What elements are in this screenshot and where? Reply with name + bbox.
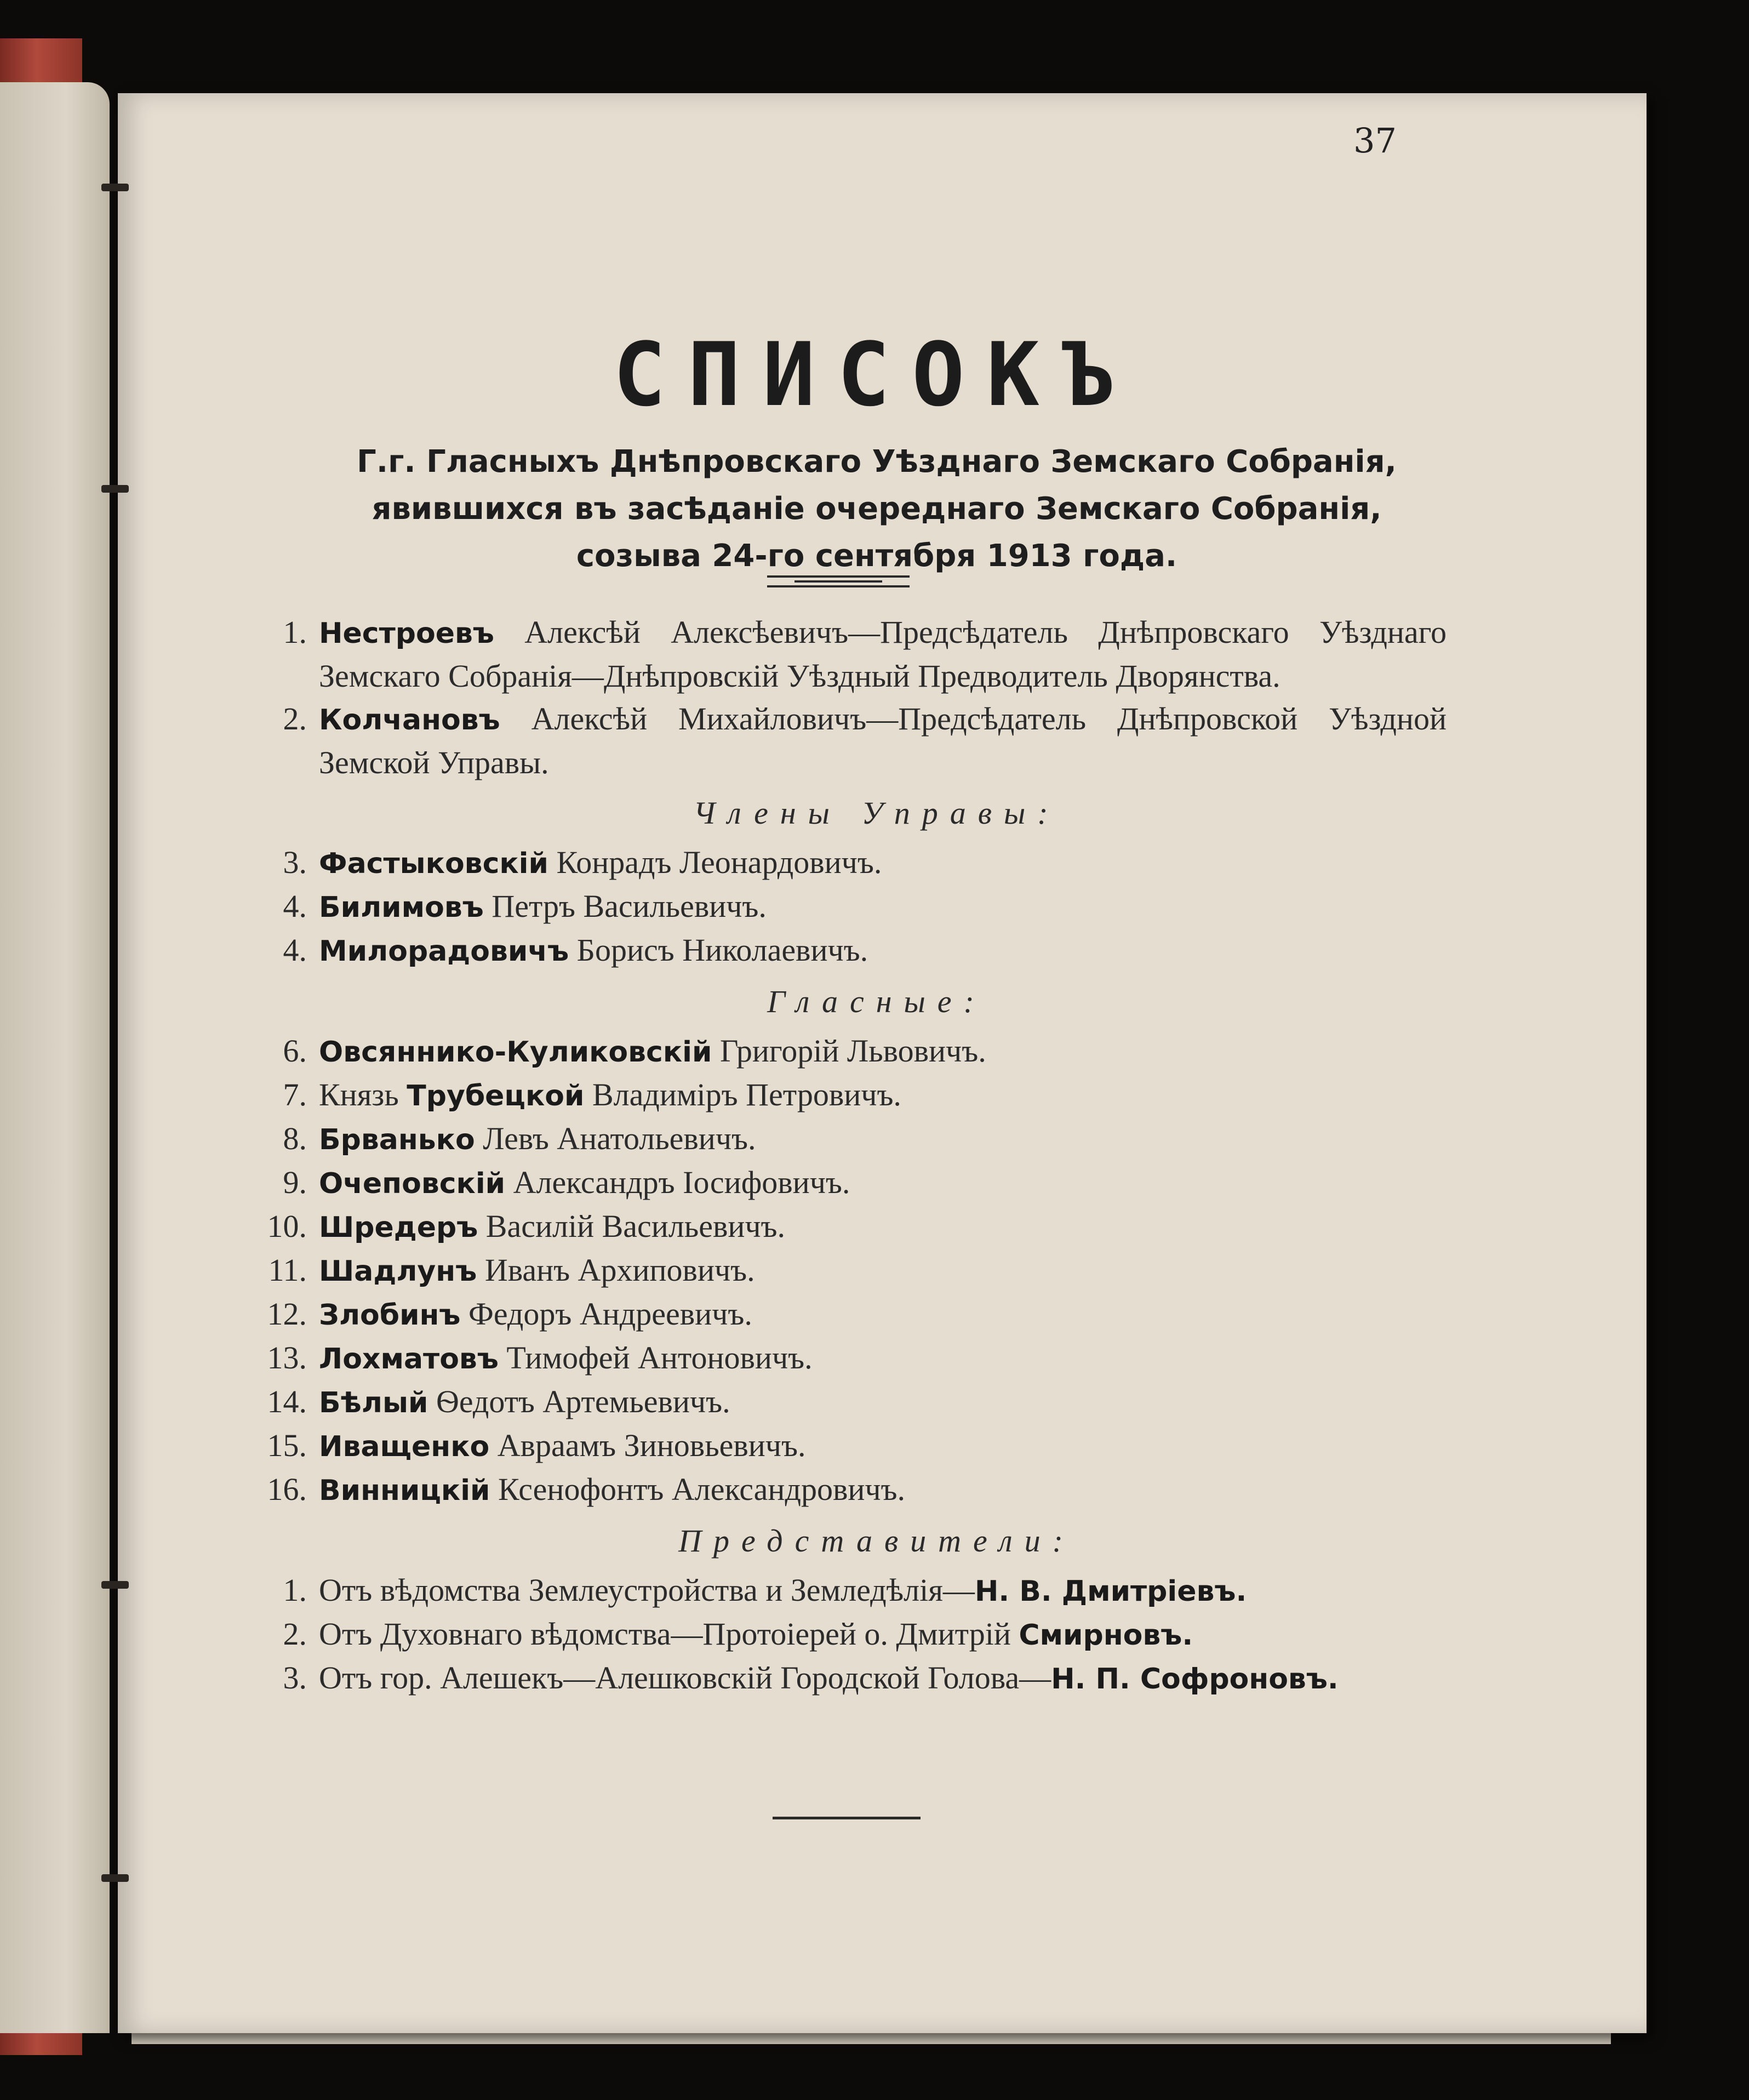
item-text: Алексѣй Михайловичъ—Предсѣдатель Днѣпровской Уѣздной Земской Управы. [319, 701, 1447, 780]
item-number: 8. [283, 1121, 307, 1156]
end-rule [773, 1817, 921, 1819]
item-text: Петръ Васильевичъ. [483, 888, 767, 924]
binding-stitch [101, 1581, 129, 1589]
list-item [241, 1293, 1447, 1337]
item-number: 15. [267, 1428, 307, 1463]
subtitle [219, 438, 1534, 580]
surname: Шредеръ [319, 1211, 478, 1244]
list-item [241, 1424, 1447, 1468]
item-text: Иванъ Архиповичъ. [477, 1252, 755, 1288]
surname: Трубецкой [407, 1080, 585, 1112]
list-item [241, 1613, 1447, 1657]
item-text: Авраамъ Зиновьевичъ. [489, 1428, 806, 1463]
surname: Шадлунъ [319, 1255, 477, 1288]
list-item [241, 1337, 1447, 1380]
surname: Винницкій [319, 1474, 490, 1507]
list-item [241, 929, 1447, 973]
item-number: 2. [283, 701, 307, 737]
page-title: СПИСОКЪ [613, 323, 1136, 426]
list-item [241, 1468, 1447, 1512]
surname: Брванько [319, 1123, 475, 1156]
list-item [241, 1657, 1447, 1700]
surname: Н. П. Софроновъ. [1051, 1663, 1339, 1696]
item-text: Ксенофонтъ Александровичъ. [490, 1471, 906, 1507]
item-text: Левъ Анатольевичъ. [475, 1121, 756, 1156]
surname: Колчановъ [319, 704, 500, 737]
item-number: 6. [283, 1033, 307, 1069]
item-number: 3. [283, 844, 307, 880]
item-text: Отъ вѣдомства Землеустройства и Земледѣлія— [319, 1572, 975, 1608]
item-number: 7. [283, 1077, 307, 1112]
item-text: Конрадъ Леонардовичъ. [548, 844, 882, 880]
subtitle-line: созыва 24-го сентября 1913 года. [576, 538, 1178, 574]
surname: Бѣлый [319, 1386, 428, 1419]
list-item [241, 1074, 1447, 1117]
subtitle-line: явившихся въ засѣданіе очереднаго Земскаго Собранія, [371, 491, 1382, 527]
item-number: 2. [283, 1616, 307, 1652]
list-item [241, 1030, 1447, 1074]
item-text: Ѳедотъ Артемьевичъ. [428, 1384, 730, 1419]
title-ornament [767, 575, 910, 587]
list-item [241, 1161, 1447, 1205]
item-text: Отъ Духовнаго вѣдомства—Протоіерей о. Дмитрій [319, 1616, 1019, 1652]
binding-stitch [101, 184, 129, 191]
item-number: 4. [283, 932, 307, 968]
section-heading: Члены Управы: [693, 795, 1060, 831]
page-number: 37 [1353, 121, 1397, 161]
surname: Фастыковскій [319, 847, 548, 880]
section-heading: Представители: [678, 1523, 1075, 1559]
item-text: Владиміръ Петровичъ. [584, 1077, 901, 1112]
surname: Н. В. Дмитріевъ. [974, 1575, 1247, 1608]
list-item [241, 1380, 1447, 1424]
item-number: 1. [283, 1572, 307, 1608]
surname: Очеповскій [319, 1167, 506, 1200]
item-text: Григорій Львовичъ. [712, 1033, 986, 1069]
item-number: 3. [283, 1660, 307, 1696]
surname: Иващенко [319, 1430, 490, 1463]
surname: Билимовъ [319, 891, 484, 924]
list-item [241, 1117, 1447, 1161]
item-number: 4. [283, 888, 307, 924]
surname: Смирновъ. [1019, 1619, 1193, 1652]
item-text: Алексѣй Алексѣевичъ—Предсѣдатель Днѣпровскаго Уѣзднаго Земскаго Собранія—Днѣпровскій Уѣздный Предводитель Дворянства. [319, 614, 1447, 694]
list-item [241, 885, 1447, 929]
item-number: 1. [283, 614, 307, 650]
surname: Лохматовъ [319, 1343, 499, 1376]
list-item [241, 841, 1447, 885]
item-text: Александръ Іосифовичъ. [505, 1165, 850, 1200]
item-number: 14. [267, 1384, 307, 1419]
item-number: 12. [267, 1296, 307, 1332]
surname: Овсяннико-Куликовскій [319, 1036, 712, 1069]
subtitle-line: Г.г. Гласныхъ Днѣпровскаго Уѣзднаго Земскаго Собранія, [357, 444, 1397, 480]
item-number: 16. [267, 1471, 307, 1507]
item-text: Василій Васильевичъ. [478, 1208, 786, 1244]
item-number: 13. [267, 1340, 307, 1376]
item-text: Федоръ Андреевичъ. [460, 1296, 752, 1332]
binding-stitch [101, 485, 129, 493]
item-text: Борисъ Николаевичъ. [569, 932, 868, 968]
list-item [241, 1249, 1447, 1293]
officials-list [241, 611, 1447, 1700]
section-heading: Гласные: [767, 984, 986, 1019]
item-number: 10. [267, 1208, 307, 1244]
binding-stitch [101, 1874, 129, 1882]
item-number: 9. [283, 1165, 307, 1200]
list-item [241, 611, 1447, 698]
surname: Нестроевъ [319, 617, 494, 650]
item-text: Отъ гор. Алешекъ—Алешковскій Городской Голова— [319, 1660, 1051, 1696]
surname: Милорадовичъ [319, 935, 569, 968]
item-prefix: Князь [319, 1077, 407, 1112]
list-item [241, 1205, 1447, 1249]
item-text: Тимофей Антоновичъ. [498, 1340, 813, 1376]
list-item [241, 698, 1447, 784]
list-item [241, 1569, 1447, 1613]
item-number: 11. [268, 1252, 307, 1288]
surname: Злобинъ [319, 1299, 461, 1332]
